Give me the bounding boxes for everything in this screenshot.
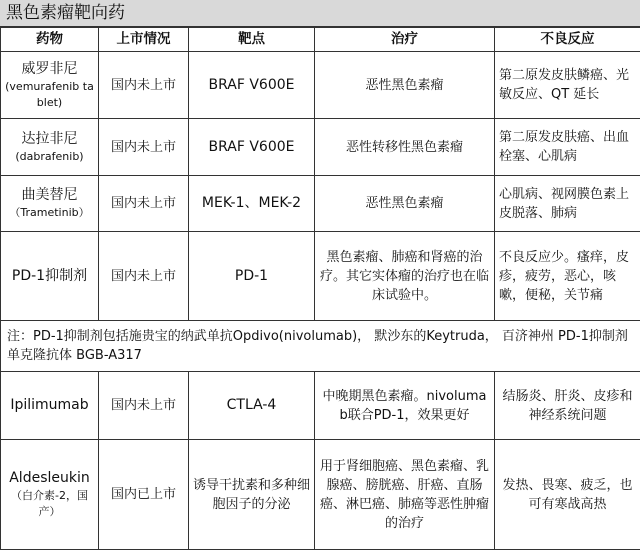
header-target: 靶点 bbox=[189, 28, 315, 52]
drug-cell bbox=[1, 440, 99, 550]
table-row bbox=[1, 440, 640, 550]
title-bar bbox=[0, 0, 640, 27]
status-cell: 国内未上市 bbox=[99, 372, 189, 440]
table-row bbox=[1, 52, 640, 119]
drug-cell bbox=[1, 119, 99, 176]
drug-cell bbox=[1, 52, 99, 119]
adverse-cell: 不良反应少。瘙痒，皮疹，疲劳，恶心，咳嗽，便秘，关节痛 bbox=[495, 232, 640, 321]
drug-subname: （Trametinib） bbox=[9, 206, 90, 219]
drug-name: PD-1抑制剂 bbox=[11, 267, 88, 284]
adverse-cell: 发热、畏寒、疲乏，也可有寒战高热 bbox=[495, 440, 640, 550]
adverse-cell: 第二原发皮肤鳞癌、光敏反应、QT 延长 bbox=[495, 52, 640, 119]
table-row bbox=[1, 119, 640, 176]
target-cell: BRAF V600E bbox=[189, 52, 315, 119]
header-status: 上市情况 bbox=[99, 28, 189, 52]
drug-cell bbox=[1, 372, 99, 440]
drug-cell bbox=[1, 176, 99, 232]
table-row bbox=[1, 232, 640, 321]
treatment-cell: 恶性黑色素瘤 bbox=[315, 52, 495, 119]
drug-name: Ipilimumab bbox=[10, 397, 89, 413]
drug-name: Aldesleukin bbox=[9, 470, 90, 486]
target-cell: BRAF V600E bbox=[189, 119, 315, 176]
document-title: 黑色素瘤靶向药 bbox=[6, 3, 125, 23]
drug-name: 威罗非尼 bbox=[21, 60, 78, 77]
adverse-cell: 结肠炎、肝炎、皮疹和神经系统问题 bbox=[495, 372, 640, 440]
status-cell: 国内未上市 bbox=[99, 119, 189, 176]
note-text: 注：PD-1抑制剂包括施贵宝的纳武单抗Opdivo(nivolumab)， 默沙东的Keytruda， 百济神州 PD-1抑制剂 单克隆抗体 BGB-A317 bbox=[1, 321, 640, 372]
header-adverse: 不良反应 bbox=[495, 28, 640, 52]
note-row bbox=[1, 321, 640, 372]
status-cell: 国内未上市 bbox=[99, 176, 189, 232]
drug-subname: （白介素-2，国产） bbox=[11, 489, 88, 518]
treatment-cell: 中晚期黑色素瘤。nivolumab联合PD-1，效果更好 bbox=[315, 372, 495, 440]
drug-subname: (vemurafenib tablet) bbox=[5, 79, 94, 109]
drug-cell bbox=[1, 232, 99, 321]
treatment-cell: 黑色素瘤、肺癌和肾癌的治疗。其它实体瘤的治疗也在临床试验中。 bbox=[315, 232, 495, 321]
treatment-cell: 用于肾细胞癌、黑色素瘤、乳腺癌、膀胱癌、肝癌、直肠癌、淋巴癌、肺癌等恶性肿瘤的治疗 bbox=[315, 440, 495, 550]
treatment-cell: 恶性黑色素瘤 bbox=[315, 176, 495, 232]
adverse-cell: 第二原发皮肤癌、出血栓塞、心肌病 bbox=[495, 119, 640, 176]
treatment-cell: 恶性转移性黑色素瘤 bbox=[315, 119, 495, 176]
status-cell: 国内未上市 bbox=[99, 232, 189, 321]
header-drug: 药物 bbox=[1, 28, 99, 52]
table-row bbox=[1, 176, 640, 232]
status-cell: 国内已上市 bbox=[99, 440, 189, 550]
table-header-row bbox=[1, 28, 640, 52]
target-cell: MEK-1、MEK-2 bbox=[189, 176, 315, 232]
header-treatment: 治疗 bbox=[315, 28, 495, 52]
table-row bbox=[1, 372, 640, 440]
status-cell: 国内未上市 bbox=[99, 52, 189, 119]
drug-name: 达拉非尼 bbox=[21, 130, 78, 147]
target-cell: CTLA-4 bbox=[189, 372, 315, 440]
target-cell: 诱导干扰素和多种细胞因子的分泌 bbox=[189, 440, 315, 550]
drug-table bbox=[0, 27, 640, 550]
adverse-cell: 心肌病、视网膜色素上皮脱落、肺病 bbox=[495, 176, 640, 232]
drug-subname: (dabrafenib) bbox=[15, 149, 84, 163]
drug-name: 曲美替尼 bbox=[21, 187, 78, 203]
target-cell: PD-1 bbox=[189, 232, 315, 321]
